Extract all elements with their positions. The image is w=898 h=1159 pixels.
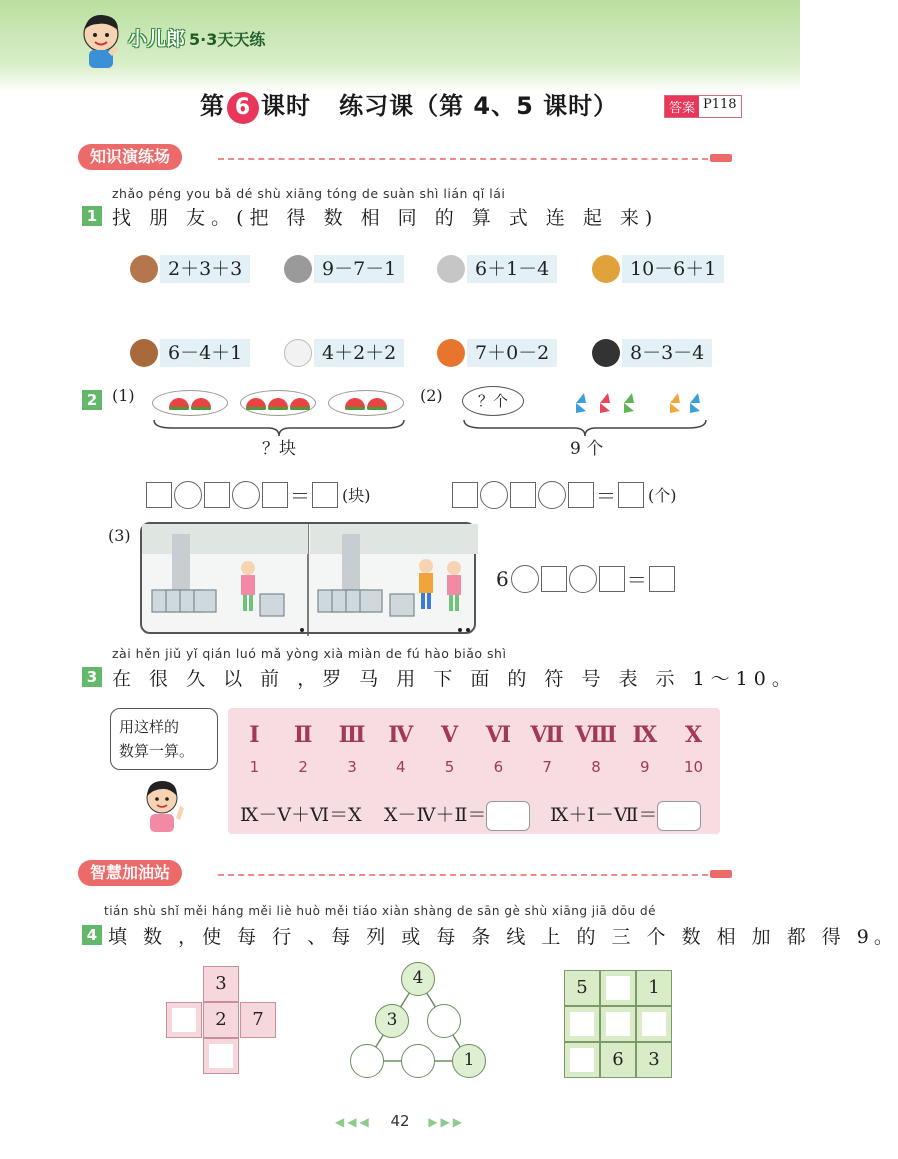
triangle-node-top: 4	[401, 962, 435, 996]
answer-box[interactable]	[486, 801, 530, 831]
title-prefix: 第	[200, 92, 225, 120]
roman-equation-1: Ⅸ－Ⅴ＋Ⅵ＝Ⅹ	[240, 804, 362, 826]
q1-pinyin: zhǎo péng you bǎ dé shù xiāng tóng de suàn shì lián qǐ lái	[112, 186, 506, 201]
watermelon-icon	[345, 398, 365, 410]
hedgehog-icon	[130, 255, 158, 283]
answer-box[interactable]	[657, 801, 701, 831]
operator-circle[interactable]	[174, 481, 202, 509]
answer-box[interactable]	[146, 482, 172, 508]
title-middle: 课时	[261, 92, 311, 120]
q1-expression: 6＋1－4	[467, 255, 557, 283]
answer-box[interactable]	[452, 482, 478, 508]
q3-text: 在 很 久 以 前 ，罗 马 用 下 面 的 符 号 表 示 1～10。	[112, 668, 797, 690]
cross-puzzle	[166, 966, 278, 1078]
lesson-number-badge: 6	[227, 92, 259, 124]
q2-part2-equation	[452, 480, 677, 509]
roman-numeral: Ⅹ	[685, 722, 703, 748]
roman-equation-2	[384, 800, 530, 831]
q1-expression: 9－7－1	[314, 255, 404, 283]
q2-number: 2	[82, 390, 102, 410]
pencil-icon	[710, 154, 732, 162]
triangle-node-left-mid: 3	[375, 1004, 409, 1038]
unit-label: (个)	[648, 486, 677, 505]
pinwheel-icon	[566, 388, 706, 418]
triangle-puzzle	[348, 962, 488, 1080]
watermelon-icon	[290, 398, 310, 410]
equals-sign: ＝	[596, 484, 616, 508]
q2-part1-brace-label: ？块	[262, 439, 296, 459]
cross-cell-right: 7	[240, 1002, 276, 1038]
roman-numeral: Ⅵ	[485, 722, 512, 748]
white-cat-icon	[284, 339, 312, 367]
watermelon-icon	[268, 398, 288, 410]
q2-part3-equation	[496, 564, 675, 593]
title-main: 练习课（第 4、5 课时）	[339, 92, 619, 120]
brand-name: 小儿郎	[128, 28, 186, 50]
answer-box[interactable]	[510, 482, 536, 508]
operator-circle[interactable]	[569, 565, 597, 593]
q1-card-2[interactable]	[284, 254, 404, 284]
q1-card-5[interactable]	[130, 338, 250, 368]
q2-part2-label: (2)	[420, 386, 443, 405]
brand-logo	[128, 24, 265, 51]
bubble-line-2: 数算一算。	[119, 742, 195, 760]
q1-expression: 2＋3＋3	[160, 255, 250, 283]
shopping-carts-illustration	[142, 524, 478, 636]
grid-cell-r3c2: 6	[600, 1042, 636, 1078]
cross-cell-left[interactable]	[166, 1002, 202, 1038]
operator-circle[interactable]	[511, 565, 539, 593]
q3-pinyin: zài hěn jiǔ yǐ qián luó mǎ yòng xià miàn de fú hào biǎo shì	[112, 646, 507, 661]
q1-expression: 7＋0－2	[467, 339, 557, 367]
roman-numeral-board	[228, 708, 720, 834]
fox-icon	[437, 339, 465, 367]
q1-expression: 8－3－4	[622, 339, 712, 367]
answer-box[interactable]	[599, 566, 625, 592]
boy-mascot-icon	[78, 10, 124, 72]
roman-numeral: Ⅱ	[293, 722, 313, 748]
q2-part1-equation	[146, 480, 371, 509]
watermelon-plate-3	[328, 390, 404, 416]
roman-equation-3-text: Ⅸ＋Ⅰ－Ⅶ＝	[550, 804, 658, 826]
grid-cell-r3c3: 3	[636, 1042, 672, 1078]
q1-expression: 6－4＋1	[160, 339, 250, 367]
arabic-numeral: 5	[444, 758, 455, 776]
roman-equation-2-text: Ⅹ－Ⅳ＋Ⅱ＝	[384, 804, 487, 826]
q2-part3-label: (3)	[108, 526, 131, 545]
section-divider	[218, 874, 708, 876]
q1-expression: 10－6＋1	[622, 255, 724, 283]
arabic-numeral: 3	[347, 758, 357, 776]
rabbit-icon	[437, 255, 465, 283]
triangle-node-bottom-left[interactable]	[350, 1044, 384, 1078]
q1-card-3[interactable]	[437, 254, 557, 284]
equals-sign: ＝	[626, 568, 647, 592]
q2-part1-label: (1)	[112, 386, 135, 405]
watermelon-icon	[191, 398, 211, 410]
triangle-node-right-mid[interactable]	[427, 1004, 461, 1038]
brand-series: 5·3天天练	[189, 30, 266, 49]
cross-cell-bottom[interactable]	[203, 1038, 239, 1074]
q2-part2-brace-label: 9 个	[570, 439, 604, 459]
operator-circle[interactable]	[232, 481, 260, 509]
penguin-icon	[592, 339, 620, 367]
cat-icon	[284, 255, 312, 283]
right-arrows-icon: ▶▶▶	[428, 1115, 466, 1129]
roman-equation-3	[550, 800, 701, 831]
q4-number: 4	[82, 925, 102, 945]
q1-expression: 4＋2＋2	[314, 339, 404, 367]
giraffe-icon	[592, 255, 620, 283]
unit-label: (块)	[342, 486, 371, 505]
answer-box[interactable]	[262, 482, 288, 508]
answer-box[interactable]	[541, 566, 567, 592]
page-title	[200, 86, 618, 124]
triangle-node-bottom-right: 1	[452, 1044, 486, 1078]
roman-numeral: Ⅸ	[632, 722, 658, 748]
answer-page: P118	[703, 97, 737, 112]
pencil-icon	[710, 870, 732, 878]
q1-text: 找 朋 友。(把 得 数 相 同 的 算 式 连 起 来)	[112, 207, 659, 229]
arabic-numeral: 1	[249, 758, 260, 776]
arabic-numeral: 8	[591, 758, 601, 776]
q1-card-6[interactable]	[284, 338, 404, 368]
roman-numeral: Ⅰ	[249, 722, 260, 748]
watermelon-icon	[169, 398, 189, 410]
roman-numeral: Ⅶ	[530, 722, 564, 748]
q4-pinyin: tián shù shǐ měi háng měi liè huò měi tiáo xiàn shàng de sān gè shù xiāng jiā dōu dé	[104, 904, 656, 918]
watermelon-icon	[367, 398, 387, 410]
arabic-numeral: 7	[542, 758, 552, 776]
operator-circle[interactable]	[480, 481, 508, 509]
page-number: 42	[390, 1112, 410, 1130]
pinwheel-question-bubble: ？个	[462, 386, 524, 416]
q1-card-8[interactable]	[592, 338, 712, 368]
grid-cell-r1c2[interactable]	[600, 970, 636, 1006]
roman-numeral: Ⅴ	[441, 722, 459, 748]
monkey-icon	[130, 339, 158, 367]
q1-card-1[interactable]	[130, 254, 250, 284]
roman-numeral: Ⅷ	[575, 722, 617, 748]
grid-cell-r2c3[interactable]	[636, 1006, 672, 1042]
left-arrows-icon: ◀◀◀	[334, 1115, 372, 1129]
answer-reference-tag[interactable]	[664, 95, 742, 118]
grid-cell-r1c1: 5	[564, 970, 600, 1006]
arabic-numeral: 6	[493, 758, 504, 776]
arabic-numeral: 10	[684, 758, 704, 776]
grid-cell-r2c2[interactable]	[600, 1006, 636, 1042]
watermelon-icon	[246, 398, 266, 410]
cross-cell-center: 2	[203, 1002, 239, 1038]
roman-numeral: Ⅳ	[388, 722, 414, 748]
answer-box[interactable]	[204, 482, 230, 508]
answer-box[interactable]	[618, 482, 644, 508]
section-wisdom-pill: 智慧加油站	[78, 860, 182, 886]
section-divider	[218, 158, 708, 160]
watermelon-plate-2	[240, 390, 316, 416]
roman-numeral: Ⅲ	[338, 722, 366, 748]
grid-puzzle	[564, 970, 672, 1078]
section-practice-pill: 知识演练场	[78, 144, 182, 170]
q1-card-4[interactable]	[592, 254, 724, 284]
arabic-numeral: 9	[639, 758, 650, 776]
equals-sign: ＝	[290, 484, 310, 508]
supermarket-carts-scene	[140, 522, 476, 634]
q1-number: 1	[82, 206, 102, 226]
q3-number: 3	[82, 667, 102, 687]
q4-text: 填 数 ，使 每 行 、每 列 或 每 条 线 上 的 三 个 数 相 加 都 得 9。	[108, 926, 898, 948]
cross-cell-top: 3	[203, 966, 239, 1002]
answer-label: 答案	[665, 96, 699, 117]
answer-box[interactable]	[649, 566, 675, 592]
start-number: 6	[496, 566, 509, 591]
arabic-numeral: 2	[298, 758, 308, 776]
speech-bubble	[110, 708, 218, 770]
triangle-node-bottom-mid[interactable]	[401, 1044, 435, 1078]
answer-box[interactable]	[312, 482, 338, 508]
answer-box[interactable]	[568, 482, 594, 508]
page-footer	[0, 1112, 800, 1130]
arabic-numeral: 4	[396, 758, 406, 776]
watermelon-plate-1	[152, 390, 228, 416]
operator-circle[interactable]	[538, 481, 566, 509]
grid-cell-r2c1[interactable]	[564, 1006, 600, 1042]
q1-card-7[interactable]	[437, 338, 557, 368]
grid-cell-r3c1[interactable]	[564, 1042, 600, 1078]
grid-cell-r1c3: 1	[636, 970, 672, 1006]
girl-avatar-icon	[140, 778, 190, 836]
bubble-line-1: 用这样的	[119, 718, 180, 736]
